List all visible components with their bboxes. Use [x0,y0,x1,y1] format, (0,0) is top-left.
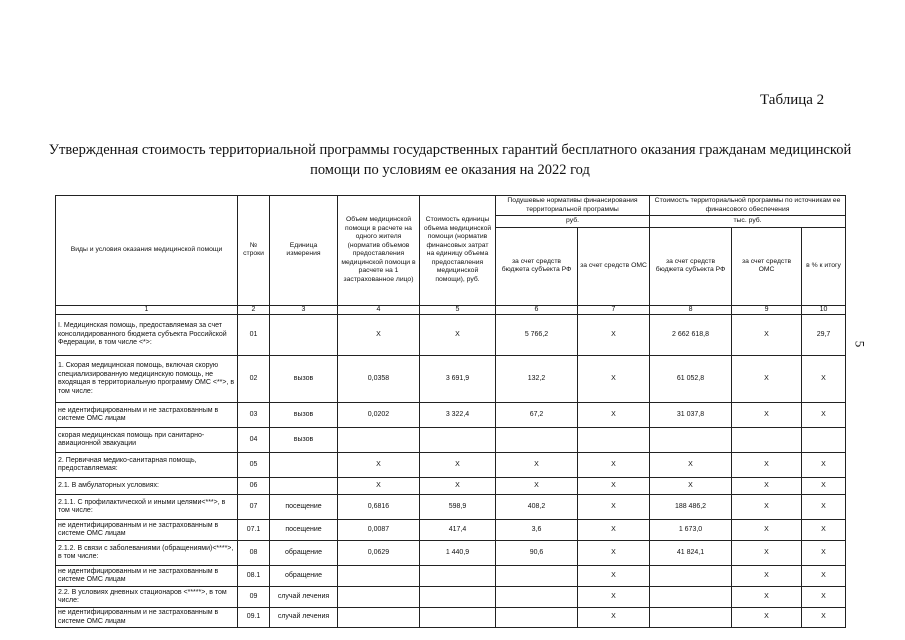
column-number: 9 [732,305,802,315]
page-number: 5 [852,340,868,348]
cell-percent: X [802,587,846,608]
cell-percent: X [802,608,846,628]
cell-oms-rub: X [578,541,650,566]
cell-budget-rub: 90,6 [496,541,578,566]
cell-kind: 2.1.1. С профилактической и иными целями<***>, в том числе: [56,495,238,520]
cell-unit-cost: X [420,478,496,495]
header-program-cost: Стоимость территориальной программы по источникам ее финансового обеспечения [650,196,846,216]
cell-kind: скорая медицинская помощь при санитарно-авиационной эвакуации [56,428,238,453]
cell-volume: 0,0358 [338,356,420,403]
cell-budget-total: X [650,453,732,478]
cell-budget-total: 2 662 618,8 [650,315,732,356]
cell-oms-total [732,428,802,453]
cell-budget-total: 61 052,8 [650,356,732,403]
table-row [56,356,846,403]
cell-unit-cost: 3 691,9 [420,356,496,403]
cell-oms-total: X [732,495,802,520]
cell-unit-cost: 598,9 [420,495,496,520]
table-row [56,403,846,428]
cell-percent: X [802,541,846,566]
header-per-capita: Подушевые нормативы финансирования территориальной программы [496,196,650,216]
cell-budget-total [650,587,732,608]
cell-percent: X [802,403,846,428]
cell-budget-rub: 67,2 [496,403,578,428]
cell-oms-rub: X [578,495,650,520]
cell-volume: 0,0087 [338,520,420,541]
cell-row-number: 09 [238,587,270,608]
cell-budget-rub: X [496,478,578,495]
cell-volume [338,428,420,453]
cell-percent: X [802,478,846,495]
column-number: 6 [496,305,578,315]
cell-unit: посещение [270,495,338,520]
table-row [56,608,846,628]
cell-oms-rub: X [578,520,650,541]
cell-budget-total [650,566,732,587]
cell-unit: вызов [270,356,338,403]
cell-kind: не идентифицированным и не застрахованным в системе ОМС лицам [56,403,238,428]
cell-unit-cost: 3 322,4 [420,403,496,428]
cell-row-number: 04 [238,428,270,453]
column-number: 3 [270,305,338,315]
cell-budget-rub: 408,2 [496,495,578,520]
cell-percent: X [802,356,846,403]
cell-unit-cost: X [420,315,496,356]
cell-volume: 0,6816 [338,495,420,520]
cell-volume: 0,0629 [338,541,420,566]
table-row [56,428,846,453]
cell-unit: случай лечения [270,587,338,608]
cell-unit-cost [420,566,496,587]
header-kinds: Виды и условия оказания медицинской помощи [56,196,238,306]
header-volume: Объем медицинской помощи в расчете на одного жителя (норматив объемов предоставления медицинской помощи в расчете на 1 застрахованное лицо) [338,196,420,306]
cell-oms-rub: X [578,587,650,608]
cell-oms-total: X [732,541,802,566]
cell-unit: обращение [270,541,338,566]
header-per-capita-unit: руб. [496,216,650,228]
cell-oms-total: X [732,356,802,403]
cell-row-number: 09.1 [238,608,270,628]
cell-budget-rub [496,566,578,587]
cell-kind: не идентифицированным и не застрахованным в системе ОМС лицам [56,608,238,628]
cell-percent: X [802,520,846,541]
table-row [56,566,846,587]
cell-oms-total: X [732,520,802,541]
column-number: 2 [238,305,270,315]
cell-percent: 29,7 [802,315,846,356]
cell-oms-total: X [732,315,802,356]
column-number: 1 [56,305,238,315]
cell-budget-total: 1 673,0 [650,520,732,541]
cell-oms-rub: X [578,566,650,587]
cell-budget-total: X [650,478,732,495]
cell-oms-total: X [732,566,802,587]
cell-budget-rub [496,608,578,628]
cell-kind: не идентифицированным и не застрахованным в системе ОМС лицам [56,566,238,587]
header-row-number: № строки [238,196,270,306]
cell-kind: не идентифицированным и не застрахованным в системе ОМС лицам [56,520,238,541]
cell-oms-total: X [732,587,802,608]
document-title: Утвержденная стоимость территориальной программы государственных гарантий бесплатного оказания гражданам медицинской помощи по условиям ее оказания на 2022 год [48,142,852,178]
cell-oms-total: X [732,403,802,428]
table-number: Таблица 2 [760,92,825,108]
table-row [56,541,846,566]
column-number: 4 [338,305,420,315]
cell-oms-rub: X [578,453,650,478]
cell-percent: X [802,495,846,520]
cell-unit-cost [420,608,496,628]
table-row [56,478,846,495]
table-row [56,453,846,478]
cell-unit-cost: 417,4 [420,520,496,541]
cell-unit [270,478,338,495]
cell-kind: 2. Первичная медико-санитарная помощь, предоставляемая: [56,453,238,478]
cell-volume: X [338,315,420,356]
cell-unit: случай лечения [270,608,338,628]
cell-volume: X [338,478,420,495]
cell-kind: 2.1. В амбулаторных условиях: [56,478,238,495]
cell-oms-rub: X [578,315,650,356]
cell-unit-cost [420,428,496,453]
cell-row-number: 05 [238,453,270,478]
cell-row-number: 02 [238,356,270,403]
cell-oms-rub: X [578,356,650,403]
table-row [56,495,846,520]
column-number: 5 [420,305,496,315]
cell-percent [802,428,846,453]
cell-budget-rub: 132,2 [496,356,578,403]
header-budget-rub: за счет средств бюджета субъекта РФ [496,227,578,305]
table-row [56,315,846,356]
cost-table [55,195,846,628]
cell-kind: 2.2. В условиях дневных стационаров <*****>, в том числе: [56,587,238,608]
cell-budget-total [650,608,732,628]
cell-unit: посещение [270,520,338,541]
cell-oms-rub: X [578,403,650,428]
cell-volume: 0,0202 [338,403,420,428]
header-oms-rub: за счет средств ОМС [578,227,650,305]
cell-budget-rub [496,587,578,608]
cell-unit [270,315,338,356]
cell-budget-rub: X [496,453,578,478]
cell-budget-total: 188 486,2 [650,495,732,520]
cell-row-number: 07 [238,495,270,520]
cell-unit-cost: 1 440,9 [420,541,496,566]
header-program-cost-unit: тыс. руб. [650,216,846,228]
cell-unit-cost: X [420,453,496,478]
table-row [56,520,846,541]
column-number: 8 [650,305,732,315]
cell-row-number: 03 [238,403,270,428]
cell-kind: I. Медицинская помощь, предоставляемая за счет консолидированного бюджета субъекта Российской Федерации, в том числе <*>: [56,315,238,356]
cell-kind: 2.1.2. В связи с заболеваниями (обращениями)<****>, в том числе: [56,541,238,566]
cell-unit: обращение [270,566,338,587]
header-budget-total: за счет средств бюджета субъекта РФ [650,227,732,305]
cell-percent: X [802,453,846,478]
cell-percent: X [802,566,846,587]
cell-oms-rub [578,428,650,453]
cell-unit: вызов [270,403,338,428]
cell-budget-rub: 3,6 [496,520,578,541]
cell-oms-rub: X [578,608,650,628]
cell-budget-total: 41 824,1 [650,541,732,566]
header-percent: в % к итогу [802,227,846,305]
cell-unit [270,453,338,478]
cell-budget-total [650,428,732,453]
cell-oms-total: X [732,478,802,495]
cell-row-number: 06 [238,478,270,495]
cell-unit: вызов [270,428,338,453]
cell-row-number: 01 [238,315,270,356]
cell-oms-total: X [732,608,802,628]
column-number: 7 [578,305,650,315]
cell-row-number: 08 [238,541,270,566]
header-unit: Единица измерения [270,196,338,306]
cell-row-number: 08.1 [238,566,270,587]
column-number: 10 [802,305,846,315]
cell-oms-total: X [732,453,802,478]
cell-budget-rub [496,428,578,453]
cell-budget-rub: 5 766,2 [496,315,578,356]
table-row [56,587,846,608]
cell-volume [338,587,420,608]
cell-volume [338,566,420,587]
cell-unit-cost [420,587,496,608]
cell-oms-rub: X [578,478,650,495]
header-unit-cost: Стоимость единицы объема медицинской помощи (норматив финансовых затрат на единицу объема предоставления медицинской помощи), руб. [420,196,496,306]
cell-row-number: 07.1 [238,520,270,541]
cell-kind: 1. Скорая медицинская помощь, включая скорую специализированную медицинскую помощь, не входящая в территориальную программу ОМС <**>, в том числе: [56,356,238,403]
cell-volume: X [338,453,420,478]
header-oms-total: за счет средств ОМС [732,227,802,305]
cell-volume [338,608,420,628]
cell-budget-total: 31 037,8 [650,403,732,428]
